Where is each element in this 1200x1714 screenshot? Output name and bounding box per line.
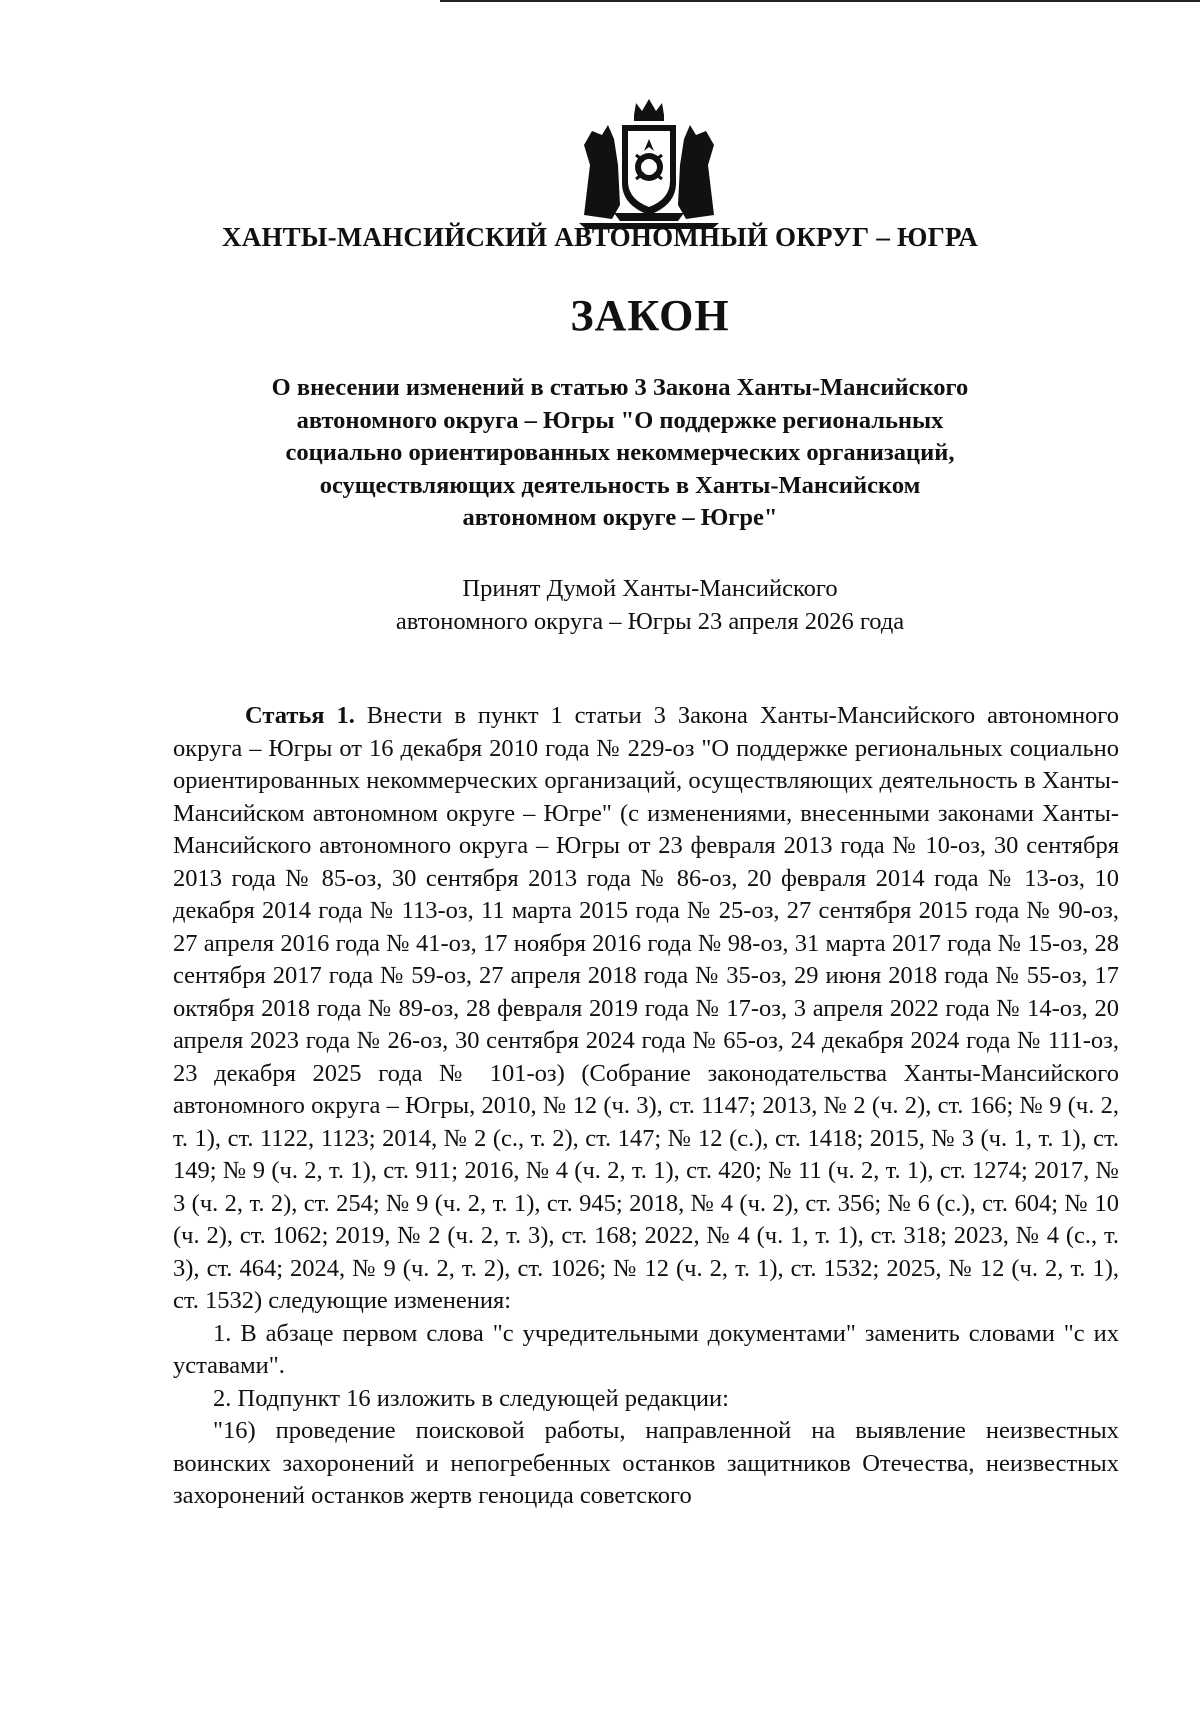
coat-of-arms-emblem: [574, 95, 724, 230]
document-type: ЗАКОН: [570, 291, 730, 340]
law-title-line: автономного округа – Югры "О поддержке региональных: [296, 406, 944, 434]
amendment-item-2-text: "16) проведение поисковой работы, направленной на выявление неизвестных воинских захоронений и непогребенных останков защитников Отечества, неизвестных захоронений останков жертв геноцида советского: [173, 1417, 1119, 1509]
article-1-label: Статья 1.: [245, 702, 355, 729]
amendment-item-1: 1. В абзаце первом слова "с учредительными документами" заменить словами "с их уставами".: [173, 1319, 1119, 1379]
adoption-note: [250, 572, 1050, 638]
law-title-line: социально ориентированных некоммерческих организаций,: [285, 439, 955, 466]
article-1-paragraph: [173, 700, 1119, 1318]
adoption-note-line: Принят Думой Ханты-Мансийского: [462, 575, 838, 602]
law-title: [170, 372, 1070, 535]
scan-top-rule: [440, 0, 1200, 2]
article-1-text: Внести в пункт 1 статьи 3 Закона Ханты-Мансийского автономного округа – Югры от 16 декабря 2010 года № 229-оз "О поддержке региональных социально ориентированных некоммерческих организаций, осуществляющих деятельность в Ханты-Мансийском автономном округе – Югре" (с изменениями, внесенными законами Ханты-Мансийского автономного округа – Югры от 23 февраля 2013 года № 10-оз, 30 сентября 2013 года № 85-оз, 30 сентября 2013 года № 86-оз, 20 февраля 2014 года № 13-оз, 10 декабря 2014 года № 113-оз, 11 марта 2015 года № 25-оз, 27 сентября 2015 года № 90-оз, 27 апреля 2016 года № 41-оз, 17 ноября 2016 года № 98-оз, 31 марта 2017 года № 15-оз, 28 сентября 2017 года № 59-оз, 27 апреля 2018 года № 35-оз, 29 июня 2018 года № 55-оз, 17 октября 2018 года № 89-оз, 28 февраля 2019 года № 17-оз, 3 апреля 2022 года № 14-оз, 20 апреля 2023 года № 26-оз, 30 сентября 2024 года № 65-оз, 24 декабря 2024 года № 111-оз, 23 декабря 2025 года № 101-оз) (Собрание законодательства Ханты-Мансийского автономного округа – Югры, 2010, № 12 (ч. 3), ст. 1147; 2013, № 2 (ч. 2), ст. 166; № 9 (ч. 2, т. 1), ст. 1122, 1123; 2014, № 2 (с., т. 2), ст. 147; № 12 (с.), ст. 1418; 2015, № 3 (ч. 1, т. 1), ст. 149; № 9 (ч. 2, т. 1), ст. 911; 2016, № 4 (ч. 2, т. 1), ст. 420; № 11 (ч. 2, т. 1), ст. 1274; 2017, № 3 (ч. 2, т. 2), ст. 254; № 9 (ч. 2, т. 1), ст. 945; 2018, № 4 (ч. 2), ст. 356; № 6 (с.), ст. 604; № 10 (ч. 2), ст. 1062; 2019, № 2 (ч. 2, т. 3), ст. 168; 2022, № 4 (ч. 1, т. 1), ст. 318; 2023, № 4 (с., т. 3), ст. 464; 2024, № 9 (ч. 2, т. 2), ст. 1026; № 12 (ч. 2, т. 1), ст. 1532; 2025, № 12 (ч. 2, т. 1), ст. 1532) следующие изменения:: [173, 702, 1119, 1314]
amendment-item-2: 2. Подпункт 16 изложить в следующей редакции:: [213, 1384, 729, 1412]
law-title-line: автономном округе – Югре": [462, 504, 778, 531]
law-title-line: О внесении изменений в статью 3 Закона Ханты-Мансийского: [271, 374, 969, 401]
law-body: [173, 700, 1119, 1513]
adoption-note-line: автономного округа – Югры 23 апреля 2026 года: [395, 608, 905, 635]
region-heading: ХАНТЫ-МАНСИЙСКИЙ АВТОНОМНЫЙ ОКРУГ – ЮГРА: [222, 222, 978, 252]
law-title-line: осуществляющих деятельность в Ханты-Мансийском: [319, 471, 921, 499]
